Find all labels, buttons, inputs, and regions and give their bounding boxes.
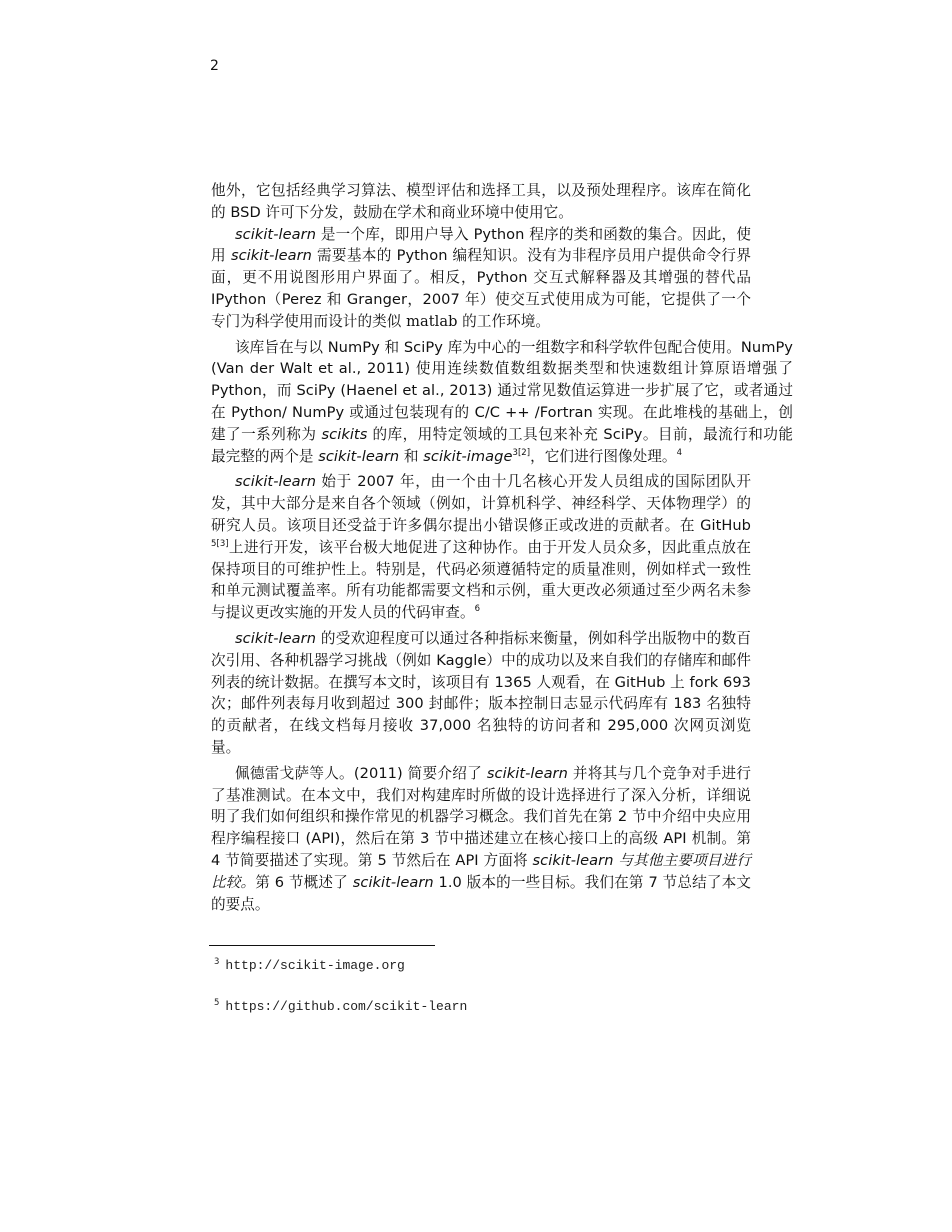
paragraph-text: ，它们进行图像处理。 [530, 447, 677, 465]
term-scikit-learn: scikit-learn [486, 764, 568, 782]
footnote-divider [209, 945, 435, 946]
paragraph-text: 他外，它包括经典学习算法、模型评估和选择工具，以及预处理程序。该库在简化的 BSD 许可下分发，鼓励在学术和商业环境中使用它。 [211, 182, 751, 221]
term-scikit-learn: scikit-learn [235, 225, 317, 243]
paragraph-text: 需要基本的 Python 编程知识。没有为非程序员用户提供命令行界面，更不用说图形用户界面了。相反，Python 交互式解释器及其增强的替代品 IPython（Perez 和 Granger，2007 年）使交互式使用成为可能，它提供了一个专门为科学使用而设计的类似 [211, 247, 751, 330]
paragraph-continuation [211, 180, 751, 224]
term-scikit-image: scikit-image [423, 447, 513, 465]
paragraph-library-intro [211, 224, 751, 333]
footnote-ref: 3[2] [512, 447, 531, 458]
paragraph-text: 佩德雷戈萨等人。(2011) 简要介绍了 [235, 764, 487, 782]
page-number: 2 [210, 58, 219, 74]
term-scikit-learn: scikit-learn [318, 447, 400, 465]
paragraph-text: 的工作环境。 [457, 312, 551, 330]
term-scikit-learn: scikit-learn [235, 473, 317, 491]
paragraph-outline [211, 763, 751, 916]
paragraph-popularity [211, 628, 751, 759]
footnote-ref: 5[3] [211, 538, 229, 549]
paragraph-text: 上进行开发，该平台极大地促进了这种协作。由于开发人员众多，因此重点放在保持项目的可维护性上。特别是，代码必须遵循特定的质量准则，例如样式一致性和单元测试覆盖率。所有功能都需要文档和示例，重大更改必须通过至少两名未参与提议更改实施的开发人员的代码审查。 [211, 538, 751, 622]
body-text [211, 180, 793, 915]
footnote-link[interactable]: https://github.com/scikit-learn [225, 999, 468, 1014]
term-scikits: scikits [321, 425, 368, 443]
footnote-5 [214, 999, 467, 1015]
term-matlab: matlab [406, 312, 458, 330]
paragraph-text: 第 6 节概述了 [255, 873, 353, 891]
paragraph-text: 1.0 版本的一些目标。我们在第 7 节总结了本文的要点。 [211, 873, 751, 913]
paragraph-text: 的库，用特定领域的工具包来补充 SciPy。目前，最流行和功能最完整的两个是 [211, 425, 793, 465]
paragraph-history [211, 471, 751, 624]
paragraph-text: 并将其与几个竞争对手进行了基准测试。在本文中，我们对构建库时所做的设计选择进行了深入分析，详细说明了我们如何组织和操作常见的机器学习概念。我们首先在第 2 节中介绍中央应用程序编程接口 (API)，然后在第 3 节中描述建立在核心接口上的高级 API 机制。第 4 节简要描述了实现。第 5 节然后在 API 方面将 [211, 764, 751, 869]
term-scikit-learn: scikit-learn [235, 629, 317, 647]
footnote-link[interactable]: http://scikit-image.org [225, 958, 405, 973]
paragraph-text: 始于 2007 年，由一个由十几名核心开发人员组成的国际团队开发，其中大部分是来自各个领域（例如，计算机科学、神经科学、天体物理学）的研究人员。该项目还受益于许多偶尔提出小错误修正或改进的贡献者。在 GitHub [211, 473, 751, 534]
paragraph-ecosystem [211, 337, 793, 468]
paragraph-text: 是一个库，即用户导入 Python 程序的类和函数的集合。因此，使用 [211, 225, 751, 265]
footnote-mark: 3 [214, 956, 220, 967]
paragraph-text: 该库旨在与以 NumPy 和 SciPy 库为中心的一组数字和科学软件包配合使用。NumPy (Van der Walt et al., 2011) 使用连续数值数组数据类型和快速数组计算原语增强了 Python，而 SciPy (Haenel et al., 2013) 通过常见数值运算进一步扩展了它，或者通过在 Python/ NumPy 或通过包装现有的 C/C ++ /Fortran 实现。在此堆栈的基础上，创建了一系列称为 [211, 338, 793, 443]
term-scikit-learn-comparison: scikit-learn 与其他主要项目进行比较。 [211, 851, 751, 891]
footnote-3 [214, 958, 405, 974]
footnote-ref: 6 [474, 604, 481, 615]
paragraph-text: 和 [399, 447, 424, 465]
footnote-mark: 5 [214, 997, 220, 1008]
term-scikit-learn: scikit-learn [352, 873, 434, 891]
term-scikit-learn: scikit-learn [230, 247, 312, 265]
footnote-ref: 4 [676, 447, 683, 458]
paragraph-text: 的受欢迎程度可以通过各种指标来衡量，例如科学出版物中的数百次引用、各种机器学习挑战（例如 Kaggle）中的成功以及来自我们的存储库和邮件列表的统计数据。在撰写本文时，该项目有 1365 人观看，在 GitHub 上 fork 693 次；邮件列表每月收到超过 300 封邮件；版本控制日志显示代码库有 183 名独特的贡献者，在线文档每月接收 37,000 名独特的访问者和 295,000 次网页浏览量。 [211, 629, 751, 756]
